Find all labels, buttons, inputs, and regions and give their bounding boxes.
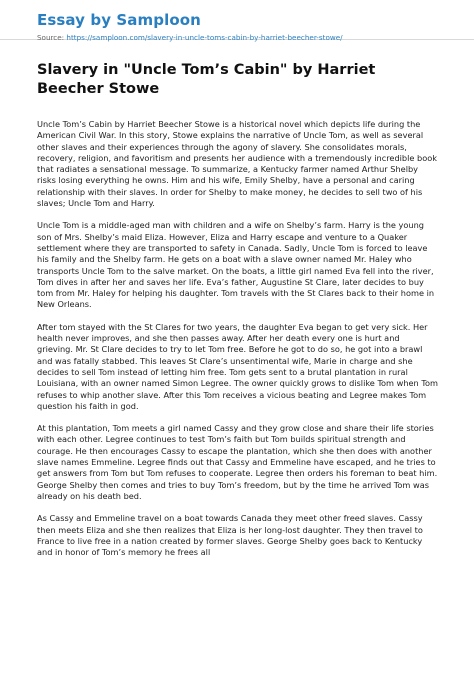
brand-title: Essay by Samploon xyxy=(37,11,201,29)
article-paragraph: As Cassy and Emmeline travel on a boat towards Canada they meet other freed slaves. Cassy then meets Eliza and she then realizes that Eliza is her long-lost daughter. They then travel to France to live free in a nation created by former slaves. George Shelby goes back to Kentucky and in honor of Tom’s memory he frees all xyxy=(37,513,423,558)
source-link[interactable]: https://samploon.com/slavery-in-uncle-toms-cabin-by-harriet-beecher-stowe/ xyxy=(66,33,343,42)
article-paragraph: After tom stayed with the St Clares for two years, the daughter Eva began to get very sick. Her health never improves, and she then passes away. After her death every one is hurt and grieving. Mr. St Clare decides to try to let Tom free. Before he got to do so, he got into a brawl and was fatally stabbed. This leaves St Clare’s unsentimental wife, Marie in charge and she decides to sell Tom instead of letting him free. Tom gets sent to a brutal plantation in rural Louisiana, with an owner named Simon Legree. The owner quickly grows to dislike Tom when Tom refuses to whip another slave. After this Tom receives a vicious beating and Legree makes Tom question his faith in god. xyxy=(37,321,438,411)
article-paragraph: Uncle Tom is a middle-aged man with children and a wife on Shelby’s farm. Harry is the young son of Mrs. Shelby’s maid Eliza. However, Eliza and Harry escape and venture to a Quaker settlement where they are transported to safety in Canada. Sadly, Uncle Tom is forced to leave his family and the Shelby farm. He gets on a boat with a slave owner named Mr. Haley who transports Uncle Tom to the salve market. On the boats, a little girl named Eva fell into the river, Tom dives in after her and saves her life. Eva’s father, Augustine St Clare, later decides to buy tom from Mr. Haley for helping his daughter. Tom travels with the St Clares back to their home in New Orleans. xyxy=(37,220,435,310)
article-paragraph: Uncle Tom’s Cabin by Harriet Beecher Stowe is a historical novel which depicts life during the American Civil War. In this story, Stowe explains the narrative of Uncle Tom, as well as several other slaves and their experiences through the agony of slavery. She consolidates morals, recovery, religion, and favoritism and presents her audience with a tremendously incredible book that radiates a sensational message. To summarize, a Kentucky farmer named Arthur Shelby risks losing everything he owns. Him and his wife, Emily Shelby, have a personal and caring relationship with their slaves. In order for Shelby to make money, he decides to sell two of his slaves; Uncle Tom and Harry. xyxy=(37,119,437,209)
source-label: Source: xyxy=(37,33,67,42)
article-paragraph: At this plantation, Tom meets a girl named Cassy and they grow close and share their life stories with each other. Legree continues to test Tom’s faith but Tom builds spiritual strength and courage. He then encourages Cassy to escape the plantation, which she then does with another slave names Emmeline. Legree finds out that Cassy and Emmeline have escaped, and he tries to get answers from Tom but Tom refuses to cooperate. Legree then orders his foreman to beat him. George Shelby then comes and tries to buy Tom’s freedom, but by the time he arrived Tom was already on his death bed. xyxy=(37,423,438,501)
header xyxy=(0,0,474,40)
article-title: Slavery in "Uncle Tom’s Cabin" by Harriet Beecher Stowe xyxy=(37,62,376,97)
article-body xyxy=(37,119,438,558)
source-line xyxy=(37,33,474,43)
